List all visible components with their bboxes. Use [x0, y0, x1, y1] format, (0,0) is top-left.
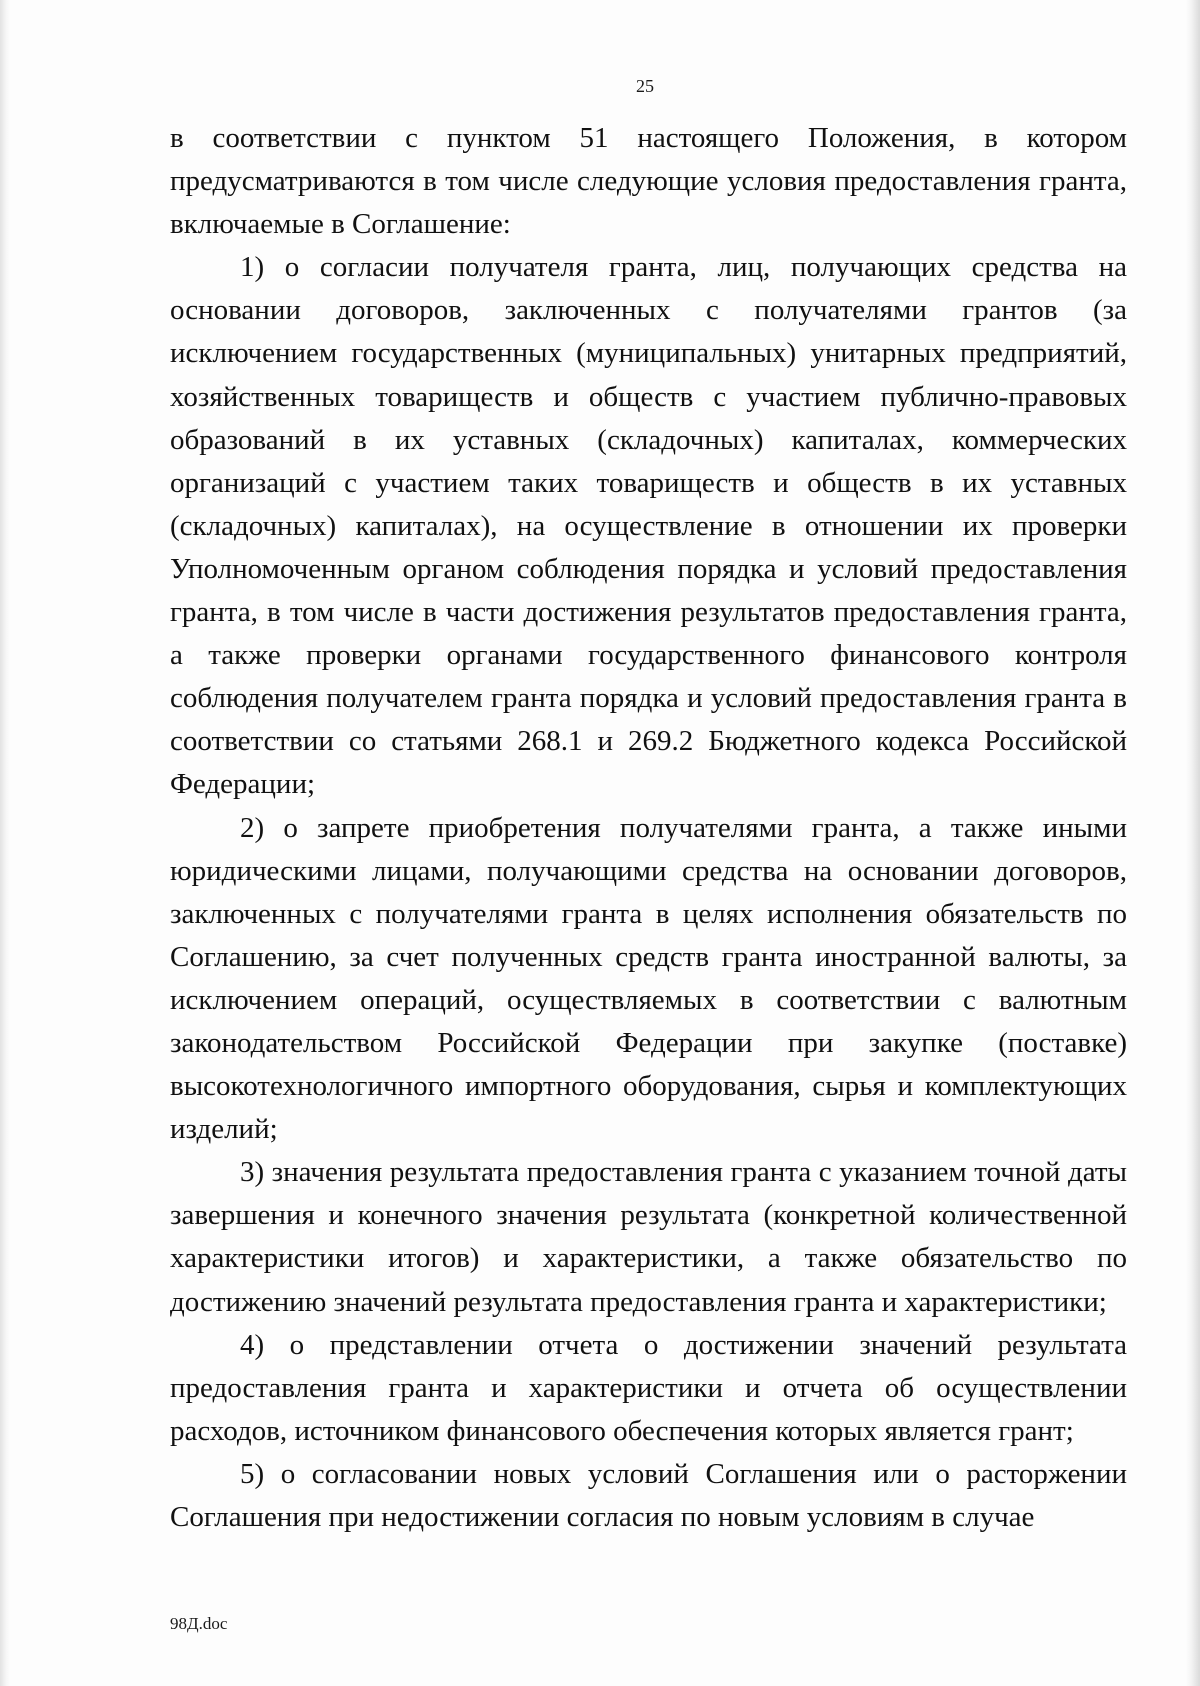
scan-edge-right: [1186, 0, 1200, 1686]
document-body: [170, 117, 1127, 1539]
paragraph-item-2: 2) о запрете приобретения получателями гранта, а также иными юридическими лицами, получающими средства на основании договоров, заключенных с получателями гранта в целях исполнения обязательств по Соглашению, за счет полученных средств гранта иностранной валюты, за исключением операций, осуществляемых в соответствии с валютным законодательством Российской Федерации при закупке (поставке) высокотехнологичного импортного оборудования, сырья и комплектующих изделий;: [170, 811, 1127, 1146]
footer-filename: 98Д.doc: [170, 1614, 228, 1633]
page-number: 25: [636, 76, 654, 96]
paragraph-item-3: 3) значения результата предоставления гранта с указанием точной даты завершения и конечного значения результата (конкретной количественной характеристики итогов) и характеристики, а также обязательство по достижению значений результата предоставления гранта и характеристики;: [170, 1156, 1127, 1318]
paragraph-item-1: 1) о согласии получателя гранта, лиц, получающих средства на основании договоров, заключенных с получателями грантов (за исключением государственных (муниципальных) унитарных предприятий, хозяйственных товариществ и обществ с участием публично-правовых образований в их уставных (складочных) капиталах, коммерческих организаций с участием таких товариществ и обществ в их уставных (складочных) капиталах), на осуществление в отношении их проверки Уполномоченным органом соблюдения порядка и условий предоставления гранта, в том числе в части достижения результатов предоставления гранта, а также проверки органами государственного финансового контроля соблюдения получателем гранта порядка и условий предоставления гранта в соответствии со статьями 268.1 и 269.2 Бюджетного кодекса Российской Федерации;: [170, 251, 1127, 801]
paragraph-item-5: 5) о согласовании новых условий Соглашения или о расторжении Соглашения при недостижении согласия по новым условиям в случае: [170, 1457, 1127, 1533]
paragraph-continuation: в соответствии с пунктом 51 настоящего Положения, в котором предусматриваются в том числе следующие условия предоставления гранта, включаемые в Соглашение:: [170, 122, 1127, 241]
paragraph-item-4: 4) о представлении отчета о достижении значений результата предоставления гранта и характеристики и отчета об осуществлении расходов, источником финансового обеспечения которых является грант;: [170, 1328, 1127, 1447]
scan-edge-left: [0, 0, 10, 1686]
